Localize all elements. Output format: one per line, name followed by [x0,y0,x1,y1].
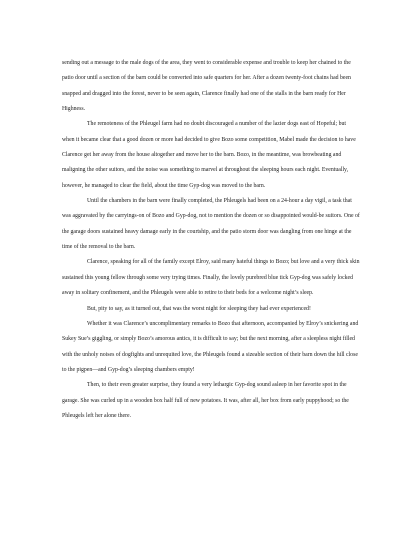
paragraph-4: Clarence, speaking for all of the family except Elroy, said many hateful things to Bozo; but love and a very thick skin sustained this young fellow through some very trying times. Finally, the lovely purebred blue tick Gyp-dog was safely locked away in solitary confinement, and the Phleugels were able to retire to their beds for a welcome night’s sleep. [62,259,360,297]
body-text [62,56,360,424]
paragraph-3: Until the chambers in the barn were finally completed, the Phleugels had been on a 24-hour a day vigil, a task that was aggravated by the carryings-on of Bozo and Gyp-dog, not to mention the dozen or so disappointed would-be suitors. One of the garage doors sustained heavy damage early in the courtship, and the patio storm door was dangling from one hinge at the time of the removal to the barn. [62,198,360,251]
paragraph-7: Then, to their even greater surprise, they found a very lethargic Gyp-dog sound asleep in her favorite spot in the garage. She was curled up in a wooden box half full of new potatoes. It was, after all, her box from early puppyhood; so the Phleugels left her alone there. [62,382,349,419]
paragraph-6: Whether it was Clarence’s uncomplimentary remarks to Bozo that afternoon, accompanied by Elroy’s snickering and Sukey Sue’s giggling, or simply Bozo’s amorous antics, it is difficult to say; but the next morning, after a sleepless night filled with the unholy noises of dogfights and unrequited love, the Phleugels found a sizeable section of their barn down the hill close to the pigpen—and Gyp-dog’s sleeping chambers empty! [62,320,359,373]
paragraph-5: But, pity to say, as it turned out, that was the worst night for sleeping they had ever experienced! [87,305,311,312]
paragraph-2: The remoteness of the Phleugel farm had no doubt discouraged a number of the lazier dogs east of Hopeful; but when it became clear that a good dozen or more had decided to give Bozo some competition, Mabel made the decision to have Clarence get her away from the house altogether and move her to the barn. Bozo, in the meantime, was browbeating and maligning the other suitors, and the noise was something to marvel at throughout the sleeping hours each night. Eventually, however, he managed to clear the field, about the time Gyp-dog was moved to the barn. [62,121,356,189]
paragraph-1: sending out a message to the male dogs of the area, they went to considerable expense and trouble to keep her chained to the patio door until a section of the barn could be converted into safe quarters for her. After a dozen twenty-foot chains had been snapped and dragged into the forest, never to be seen again, Clarence finally had one of the stalls in the barn ready for Her Highness. [62,60,351,113]
